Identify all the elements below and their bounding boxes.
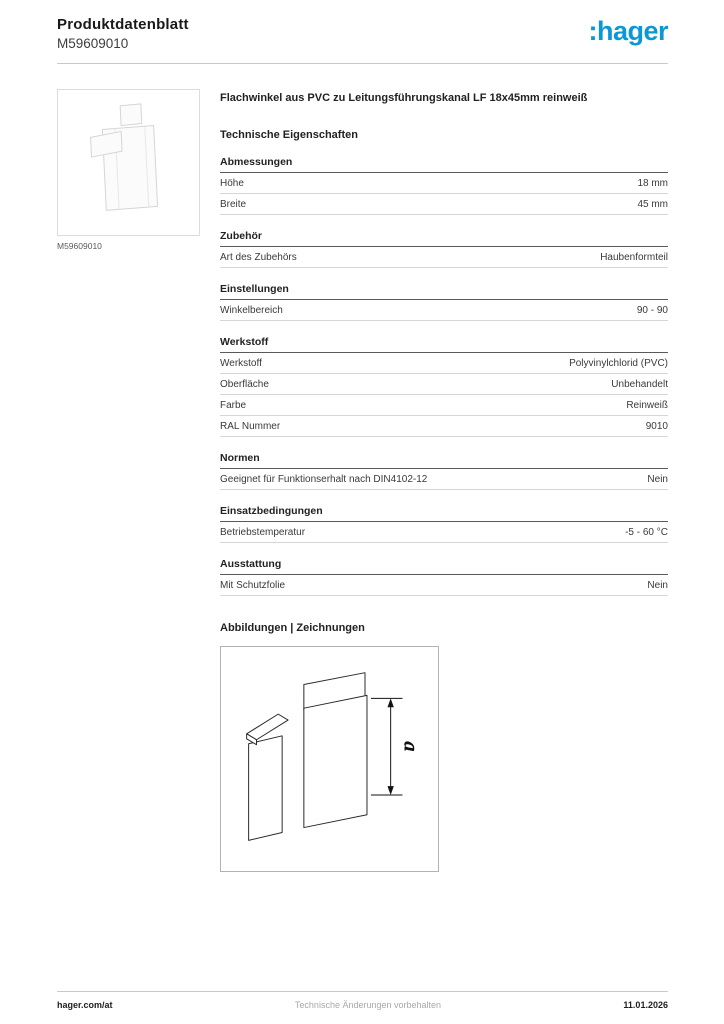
section-zubehoer xyxy=(220,230,668,268)
flat-angle-drawing xyxy=(221,647,438,871)
spec-row xyxy=(220,395,668,416)
spec-value: -5 - 60 °C xyxy=(625,527,668,539)
spec-label: Art des Zubehörs xyxy=(220,252,297,264)
spec-value: 9010 xyxy=(645,421,668,433)
spec-label: Werkstoff xyxy=(220,358,262,370)
footer-notice: Technische Änderungen vorbehalten xyxy=(294,1000,442,1010)
spec-row xyxy=(220,247,668,268)
spec-row xyxy=(220,522,668,543)
footer-date: 11.01.2026 xyxy=(623,1000,668,1010)
product-image xyxy=(57,89,200,236)
spec-label: Breite xyxy=(220,199,247,211)
spec-value: 45 mm xyxy=(637,199,668,211)
section-ausstattung xyxy=(220,558,668,596)
spec-value: 18 mm xyxy=(637,178,668,190)
section-einsatzbedingungen xyxy=(220,505,668,543)
spec-row xyxy=(220,416,668,437)
spec-label: Betriebstemperatur xyxy=(220,527,306,539)
spec-label: Farbe xyxy=(220,400,247,412)
spec-value: Reinweiß xyxy=(626,400,668,412)
section-normen xyxy=(220,452,668,490)
dimension-arrow-up xyxy=(387,699,393,708)
section-title: Abmessungen xyxy=(220,156,668,173)
spec-row xyxy=(220,173,668,194)
section-abmessungen xyxy=(220,156,668,215)
spec-label: Geeignet für Funktionserhalt nach DIN4102-12 xyxy=(220,474,428,486)
spec-value: Polyvinylchlorid (PVC) xyxy=(569,358,668,370)
spec-row xyxy=(220,194,668,215)
spec-label: Oberfläche xyxy=(220,379,269,391)
spec-row xyxy=(220,575,668,596)
spec-row xyxy=(220,353,668,374)
page-title: Produktdatenblatt xyxy=(57,16,189,33)
flat-angle-photo-illustration xyxy=(58,90,199,235)
technical-drawing xyxy=(220,646,439,872)
tech-properties-heading: Technische Eigenschaften xyxy=(220,129,358,142)
section-title: Werkstoff xyxy=(220,336,668,353)
spec-row xyxy=(220,300,668,321)
spec-value: Nein xyxy=(647,474,668,486)
footer-website-link[interactable]: hager.com/at xyxy=(57,1000,113,1010)
header-title-block xyxy=(57,16,189,51)
section-title: Einstellungen xyxy=(220,283,668,300)
product-title: Flachwinkel aus PVC zu Leitungsführungskanal LF 18x45mm reinweiß xyxy=(220,92,588,104)
drawings-heading: Abbildungen | Zeichnungen xyxy=(220,622,365,635)
header-product-id: M59609010 xyxy=(57,36,129,51)
spec-value: Haubenformteil xyxy=(600,252,668,264)
spec-row xyxy=(220,374,668,395)
section-title: Ausstattung xyxy=(220,558,668,575)
spec-label: Mit Schutzfolie xyxy=(220,580,286,592)
spec-value: Nein xyxy=(647,580,668,592)
section-title: Zubehör xyxy=(220,230,668,247)
section-title: Normen xyxy=(220,452,668,469)
section-einstellungen xyxy=(220,283,668,321)
section-title: Einsatzbedingungen xyxy=(220,505,668,522)
section-werkstoff xyxy=(220,336,668,437)
dimension-arrow-down xyxy=(387,786,393,795)
spec-label: Höhe xyxy=(220,178,244,190)
product-image-caption: M59609010 xyxy=(57,241,102,251)
hager-logo: :hager xyxy=(588,16,668,46)
main-content xyxy=(0,64,724,872)
dimension-label: a xyxy=(399,741,421,753)
page-footer xyxy=(57,991,668,1010)
spec-row xyxy=(220,469,668,490)
spec-column xyxy=(220,89,668,872)
spec-label: Winkelbereich xyxy=(220,305,283,317)
product-image-column xyxy=(57,89,202,872)
page-header xyxy=(0,0,724,51)
spec-value: 90 - 90 xyxy=(636,305,668,317)
spec-label: RAL Nummer xyxy=(220,421,281,433)
spec-value: Unbehandelt xyxy=(611,379,668,391)
